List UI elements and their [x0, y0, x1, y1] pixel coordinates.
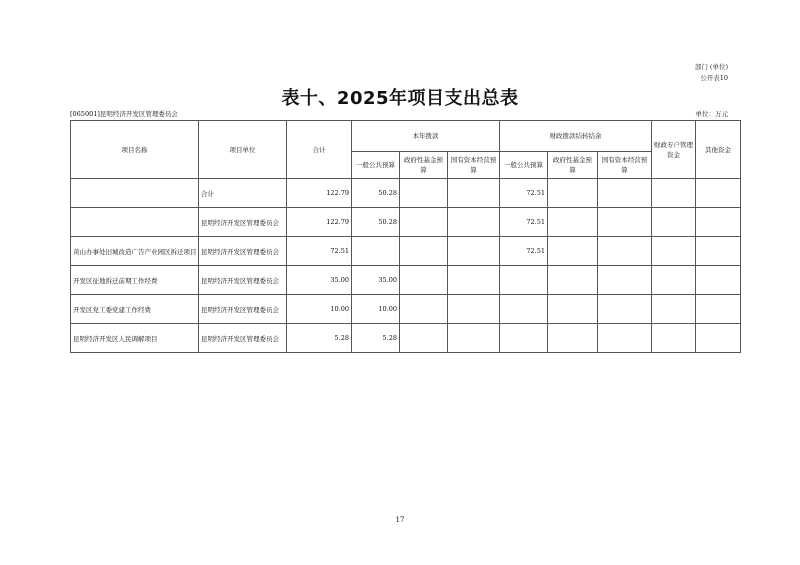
special-fund-cell [652, 324, 696, 353]
other-fund-cell [696, 266, 741, 295]
project-name-cell: 昆明经济开发区人民调解项目 [71, 324, 199, 353]
header-tr-gov-fund-budget: 政府性基金预算 [548, 152, 598, 179]
cur-general-cell: 50.28 [352, 208, 400, 237]
total-cell: 5.28 [287, 324, 352, 353]
other-fund-cell [696, 237, 741, 266]
tr-state-capital-cell [598, 237, 652, 266]
header-project-name: 项目名称 [71, 121, 199, 179]
table-row [71, 237, 741, 266]
tr-gov-fund-cell [548, 324, 598, 353]
project-name-cell: 开发区征地拆迁前期工作经费 [71, 266, 199, 295]
cur-gov-fund-cell [400, 208, 448, 237]
table-row [71, 208, 741, 237]
header-tr-state-capital-budget: 国有资本经营预算 [598, 152, 652, 179]
special-fund-cell [652, 208, 696, 237]
total-cell: 10.00 [287, 295, 352, 324]
project-expenditure-table [70, 120, 741, 353]
project-name-cell [71, 208, 199, 237]
project-unit-cell: 合计 [199, 179, 287, 208]
header-other-fund: 其他资金 [696, 121, 741, 179]
cur-gov-fund-cell [400, 324, 448, 353]
cur-state-capital-cell [448, 324, 500, 353]
currency-unit: 单位：万元 [695, 110, 728, 118]
cur-general-cell: 35.00 [352, 266, 400, 295]
header-tr-general-budget: 一般公共预算 [500, 152, 548, 179]
tr-state-capital-cell [598, 208, 652, 237]
header-cur-general-budget: 一般公共预算 [352, 152, 400, 179]
tr-state-capital-cell [598, 179, 652, 208]
project-unit-cell: 昆明经济开发区管理委员会 [199, 266, 287, 295]
table-row [71, 324, 741, 353]
project-unit-cell: 昆明经济开发区管理委员会 [199, 324, 287, 353]
tr-general-cell [500, 266, 548, 295]
tr-state-capital-cell [598, 295, 652, 324]
other-fund-cell [696, 324, 741, 353]
header-project-unit: 项目单位 [199, 121, 287, 179]
special-fund-cell [652, 179, 696, 208]
tr-general-cell: 72.51 [500, 179, 548, 208]
total-cell: 122.79 [287, 208, 352, 237]
cur-state-capital-cell [448, 266, 500, 295]
header-special-account-fund: 财政专户管理资金 [652, 121, 696, 179]
cur-gov-fund-cell [400, 237, 448, 266]
page-number: 17 [395, 516, 405, 524]
tr-gov-fund-cell [548, 237, 598, 266]
cur-gov-fund-cell [400, 266, 448, 295]
project-name-cell: 黄山办事处旧城改造广告产业园区拆迁项目 [71, 237, 199, 266]
cur-general-cell: 50.28 [352, 179, 400, 208]
cur-state-capital-cell [448, 208, 500, 237]
other-fund-cell [696, 179, 741, 208]
cur-state-capital-cell [448, 179, 500, 208]
table-row [71, 295, 741, 324]
tr-general-cell [500, 295, 548, 324]
table-code-label: 公开表10 [700, 74, 728, 82]
project-unit-cell: 昆明经济开发区管理委员会 [199, 237, 287, 266]
cur-state-capital-cell [448, 295, 500, 324]
total-cell: 72.51 [287, 237, 352, 266]
tr-general-cell: 72.51 [500, 208, 548, 237]
tr-state-capital-cell [598, 266, 652, 295]
total-cell: 122.79 [287, 179, 352, 208]
table-body [71, 179, 741, 353]
reporting-unit: [065001]昆明经济开发区管理委员会 [70, 110, 178, 118]
project-unit-cell: 昆明经济开发区管理委员会 [199, 208, 287, 237]
tr-gov-fund-cell [548, 179, 598, 208]
project-name-cell: 开发区党工委党建工作经费 [71, 295, 199, 324]
header-fiscal-carryover: 财政拨款结转结余 [500, 121, 652, 152]
special-fund-cell [652, 266, 696, 295]
project-name-cell [71, 179, 199, 208]
cur-gov-fund-cell [400, 179, 448, 208]
header-cur-state-capital-budget: 国有资本经营预算 [448, 152, 500, 179]
tr-gov-fund-cell [548, 208, 598, 237]
project-unit-cell: 昆明经济开发区管理委员会 [199, 295, 287, 324]
tr-general-cell [500, 324, 548, 353]
header-cur-gov-fund-budget: 政府性基金预算 [400, 152, 448, 179]
header-current-year-appropriation: 本年拨款 [352, 121, 500, 152]
total-cell: 35.00 [287, 266, 352, 295]
other-fund-cell [696, 208, 741, 237]
special-fund-cell [652, 237, 696, 266]
special-fund-cell [652, 295, 696, 324]
tr-gov-fund-cell [548, 266, 598, 295]
tr-general-cell: 72.51 [500, 237, 548, 266]
cur-gov-fund-cell [400, 295, 448, 324]
header-total: 合计 [287, 121, 352, 179]
table-row [71, 266, 741, 295]
tr-state-capital-cell [598, 324, 652, 353]
table-row [71, 179, 741, 208]
cur-general-cell: 5.28 [352, 324, 400, 353]
tr-gov-fund-cell [548, 295, 598, 324]
other-fund-cell [696, 295, 741, 324]
page-title: 表十、2025年项目支出总表 [281, 88, 519, 109]
table-owner-label: 部门 (单位) [694, 63, 728, 71]
cur-state-capital-cell [448, 237, 500, 266]
cur-general-cell [352, 237, 400, 266]
cur-general-cell: 10.00 [352, 295, 400, 324]
